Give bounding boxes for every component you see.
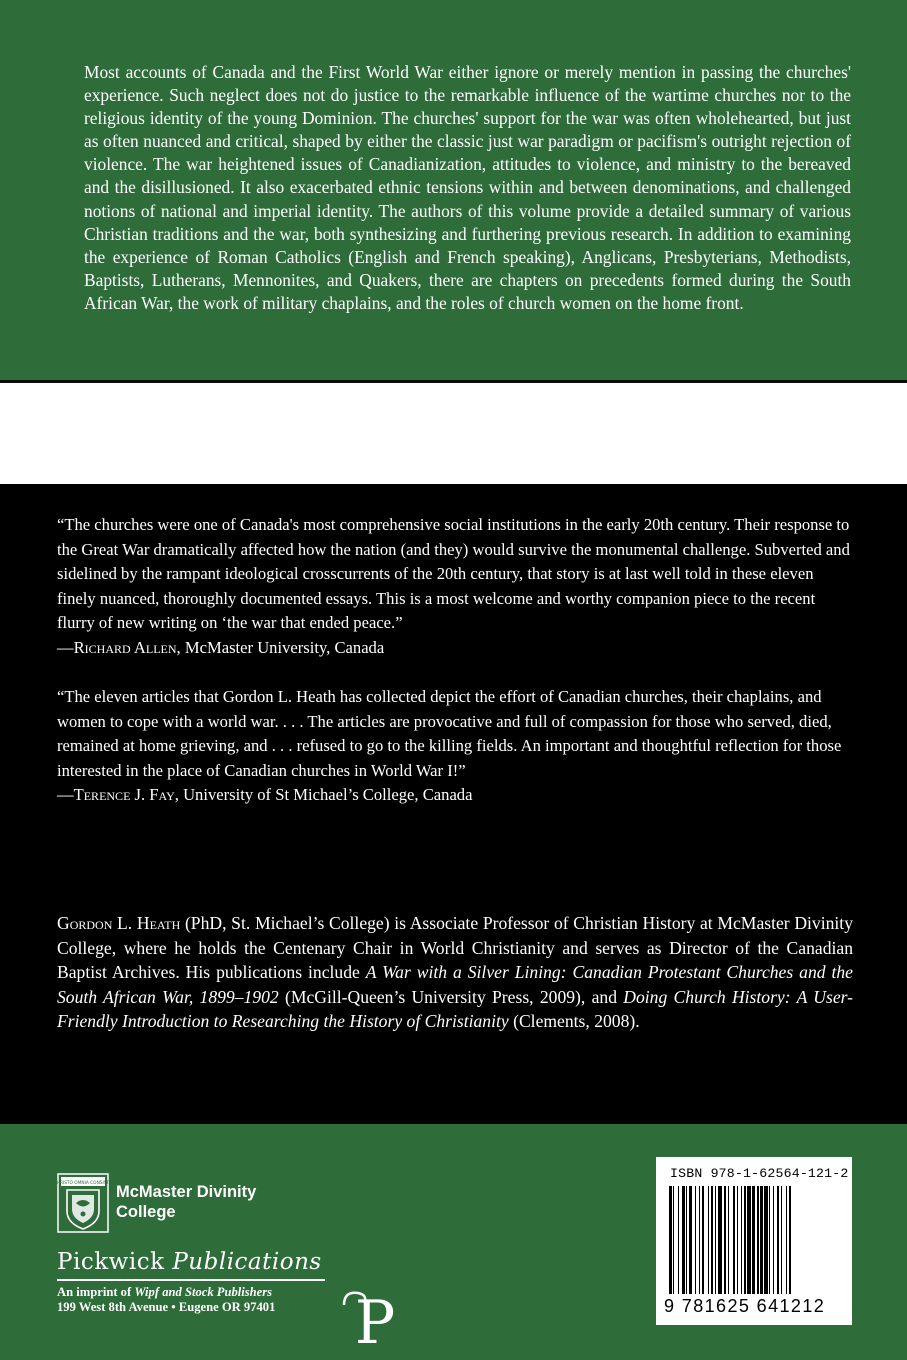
endorsement-quote: “The eleven articles that Gordon L. Heath has collected depict the effort of Canadian churches, their chaplains, and women to cope with a world war. . . . The articles are provocative and full of compassion for those who served, died, remained at home grieving, and . . . refused to go to the killing fields. An important and thoughtful reflection for those interested in the place of Canadian churches in World War I!” [57,687,842,780]
svg-text:IN CHRISTO OMNIA CONSISTUNT: IN CHRISTO OMNIA CONSISTUNT [47,1181,119,1186]
description-panel [0,0,907,383]
barcode-digits: 9 781625 641212 [664,1296,826,1316]
barcode-bar [669,1186,672,1294]
isbn-barcode [656,1157,852,1325]
barcode-bar [764,1186,768,1294]
endorsement-attribution: —Richard Allen, McMaster University, Canada [57,637,385,657]
barcode-bar [773,1186,774,1294]
pickwick-p-icon [342,1285,400,1358]
barcode-bar [699,1186,700,1294]
barcode-bar [781,1186,782,1294]
barcode-bar [733,1186,736,1294]
barcode-bar [760,1186,763,1294]
barcode-bar [695,1186,696,1294]
book-description: Most accounts of Canada and the First World War either ignore or merely mention in passing the churches' experience. Such neglect does not do justice to the remarkable influence of the wartime churches nor to the religious identity of the young Dominion. The churches' support for the war was often wholehearted, but just as often nuanced and critical, shaped by either the classic just war paradigm or pacifism's outright rejection of violence. The war heightened issues of Canadianization, attitudes to violence, and ministry to the bereaved and the disillusioned. It also exacerbated ethnic tensions within and between denominations, and challenged notions of national and imperial identity. The authors of this volume provide a detailed summary of various Christian traditions and the war, both synthesizing and furthering previous research. In addition to examining the experience of Roman Catholics (English and French speaking), Anglicans, Presbyterians, Methodists, Baptists, Lutherans, Mennonites, and Quakers, there are chapters on precedents formed during the South African War, the work of military chaplains, and the roles of church women on the home front. [84,62,851,313]
pickwick-publications-logo [57,1249,327,1315]
endorsement-affiliation: , McMaster University, Canada [176,637,385,657]
barcode-bar [747,1186,751,1294]
endorsement-1 [57,513,853,660]
bio-book-title-2: Doing Church History: A User-Friendly Introduction to Researching the History of Christianity [57,986,854,1032]
endorsement-author: Richard Allen [73,637,177,657]
barcode-bar [757,1186,758,1294]
barcode-bar [752,1186,755,1294]
barcode-bar [769,1186,770,1294]
publisher-name: Pickwick Publications [57,1249,325,1281]
barcode-bar [682,1186,685,1294]
endorsement-attribution: —Terence J. Fay, University of St Michael’s College, Canada [57,785,473,804]
barcode-bar [744,1186,745,1294]
white-divider-band [0,383,907,484]
barcode-bar [678,1186,679,1294]
bio-author-name: Gordon L. Heath [57,913,181,933]
barcode-bar [737,1186,738,1294]
barcode-bars [669,1186,841,1294]
bio-book-title-1: A War with a Silver Lining: Canadian Protestant Churches and the South African War, 1899–1902 [57,962,853,1007]
mcmaster-crest-icon [47,1173,119,1233]
mcmaster-divinity-college-logo: McMaster Divinity College [116,1183,257,1221]
endorsement-author: Terence J. Fay [73,785,175,804]
barcode-bar [673,1186,674,1294]
barcode-bar [786,1186,787,1294]
svg-text:P: P [354,1288,396,1358]
barcode-bar [724,1186,727,1294]
endorsement-affiliation: , University of St Michael’s College, Canada [174,785,473,804]
endorsement-2 [57,685,853,808]
barcode-bar [708,1186,709,1294]
barcode-bar [702,1186,705,1294]
isbn-label: ISBN 978-1-62564-121-2 [670,1166,849,1181]
barcode-bar [741,1186,742,1294]
barcode-bar [718,1186,722,1294]
publisher-address: 199 West 8th Avenue • Eugene OR 97401 [57,1300,276,1314]
endorsement-quote: “The churches were one of Canada's most comprehensive social institutions in the early 20th century. Their response to the Great War dramatically affected how the nation (and they) would survive the monumental challenge. Subverted and sidelined by the rampant ideological crosscurrents of the 20th century, that story is at last well told in these eleven finely nuanced, thoroughly documented essays. This is a most welcome and worthy companion piece to the recent flurry of new writing on ‘the war that ended peace.” [57,515,850,632]
publisher-imprint: An imprint of Wipf and Stock Publishers [57,1285,273,1299]
barcode-bar [686,1186,687,1294]
barcode-bar [689,1186,693,1294]
barcode-bar [777,1186,780,1294]
barcode-bar [715,1186,716,1294]
endorsements-panel [0,484,907,1124]
barcode-bar [711,1186,714,1294]
barcode-bar [789,1186,792,1294]
publisher-panel [0,1124,907,1360]
barcode-bar [728,1186,729,1294]
author-bio: Gordon L. Heath (PhD, St. Michael’s College) is Associate Professor of Christian History at McMaster Divinity College, where he holds the Centenary Chair in World Christianity and serves as Director of the Canadian Baptist Archives. His publications include A War with a Silver Lining: Canadian Protestant Churches and the South African War, 1899–1902 (McGill-Queen’s University Press, 2009), and Doing Church History: A User-Friendly Introduction to Researching the History of Christianity (Clements, 2008). [57,913,854,1032]
